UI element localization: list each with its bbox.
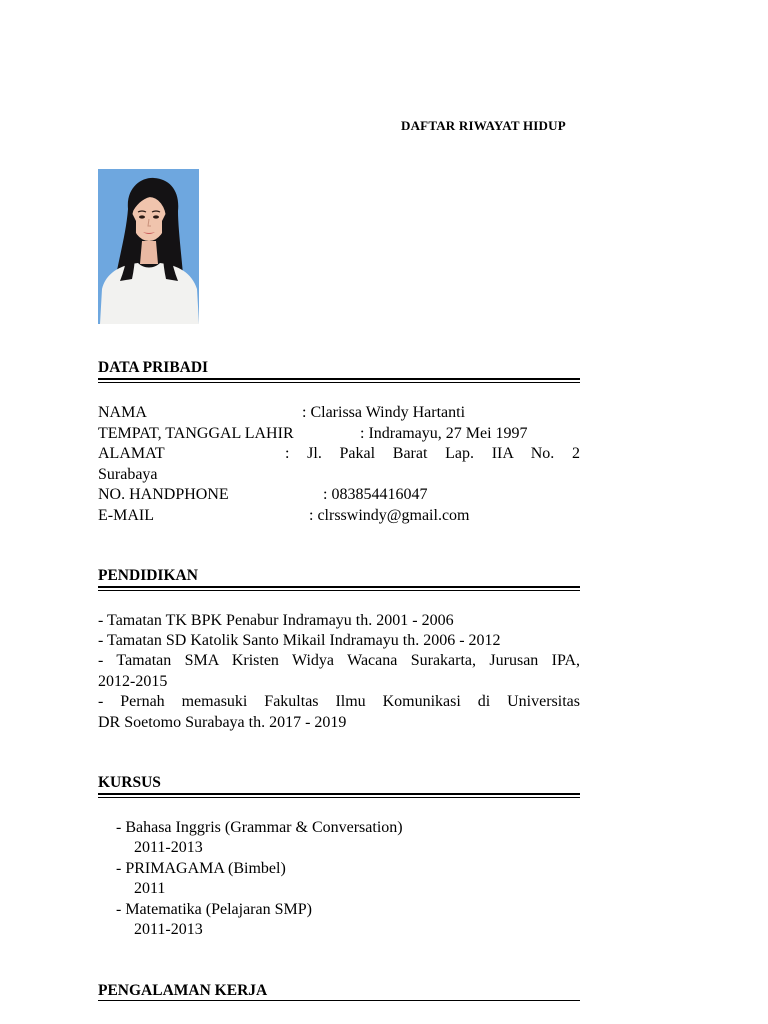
pendidikan-item: - Tamatan TK BPK Penabur Indramayu th. 2001 - 2006 <box>98 612 454 629</box>
pendidikan-item-continuation: 2012-2015 <box>98 673 168 690</box>
section-heading-data-pribadi: DATA PRIBADI <box>98 359 209 376</box>
pendidikan-item-continuation: DR Soetomo Surabaya th. 2017 - 2019 <box>98 714 347 731</box>
section-divider <box>98 1000 580 1001</box>
pendidikan-item: - Tamatan SMA Kristen Widya Wacana Surakarta, Jurusan IPA, <box>98 652 580 669</box>
nama-value: : Clarissa Windy Hartanti <box>302 404 466 421</box>
alamat-value-line2: Surabaya <box>98 466 158 483</box>
pendidikan-item: - Tamatan SD Katolik Santo Mikail Indramayu th. 2006 - 2012 <box>98 632 501 649</box>
kursus-name: - Matematika (Pelajaran SMP) <box>116 901 312 918</box>
kursus-name: - PRIMAGAMA (Bimbel) <box>116 860 286 877</box>
section-heading-pengalaman-kerja: PENGALAMAN KERJA <box>98 982 268 999</box>
kursus-years: 2011-2013 <box>134 921 203 938</box>
portrait-photo <box>98 169 199 324</box>
handphone-value: : 083854416047 <box>323 486 428 503</box>
alamat-value-line1: : Jl. Pakal Barat Lap. IIA No. 2 <box>285 445 580 462</box>
document-title: DAFTAR RIWAYAT HIDUP <box>401 118 566 133</box>
section-divider <box>98 586 580 591</box>
email-value: : clrsswindy@gmail.com <box>309 507 470 524</box>
section-divider <box>98 378 580 383</box>
kursus-years: 2011-2013 <box>134 839 203 856</box>
email-label: E-MAIL <box>98 507 154 524</box>
nama-label: NAMA <box>98 404 147 421</box>
ttl-value: : Indramayu, 27 Mei 1997 <box>360 425 528 442</box>
handphone-label: NO. HANDPHONE <box>98 486 229 503</box>
kursus-years: 2011 <box>134 880 166 897</box>
section-heading-pendidikan: PENDIDIKAN <box>98 567 198 584</box>
portrait-illustration <box>98 169 199 324</box>
section-divider <box>98 793 580 798</box>
section-heading-kursus: KURSUS <box>98 774 161 791</box>
alamat-label: ALAMAT <box>98 445 165 462</box>
kursus-name: - Bahasa Inggris (Grammar & Conversation) <box>116 819 403 836</box>
ttl-label: TEMPAT, TANGGAL LAHIR <box>98 425 294 442</box>
pendidikan-item: - Pernah memasuki Fakultas Ilmu Komunikasi di Universitas <box>98 693 580 710</box>
